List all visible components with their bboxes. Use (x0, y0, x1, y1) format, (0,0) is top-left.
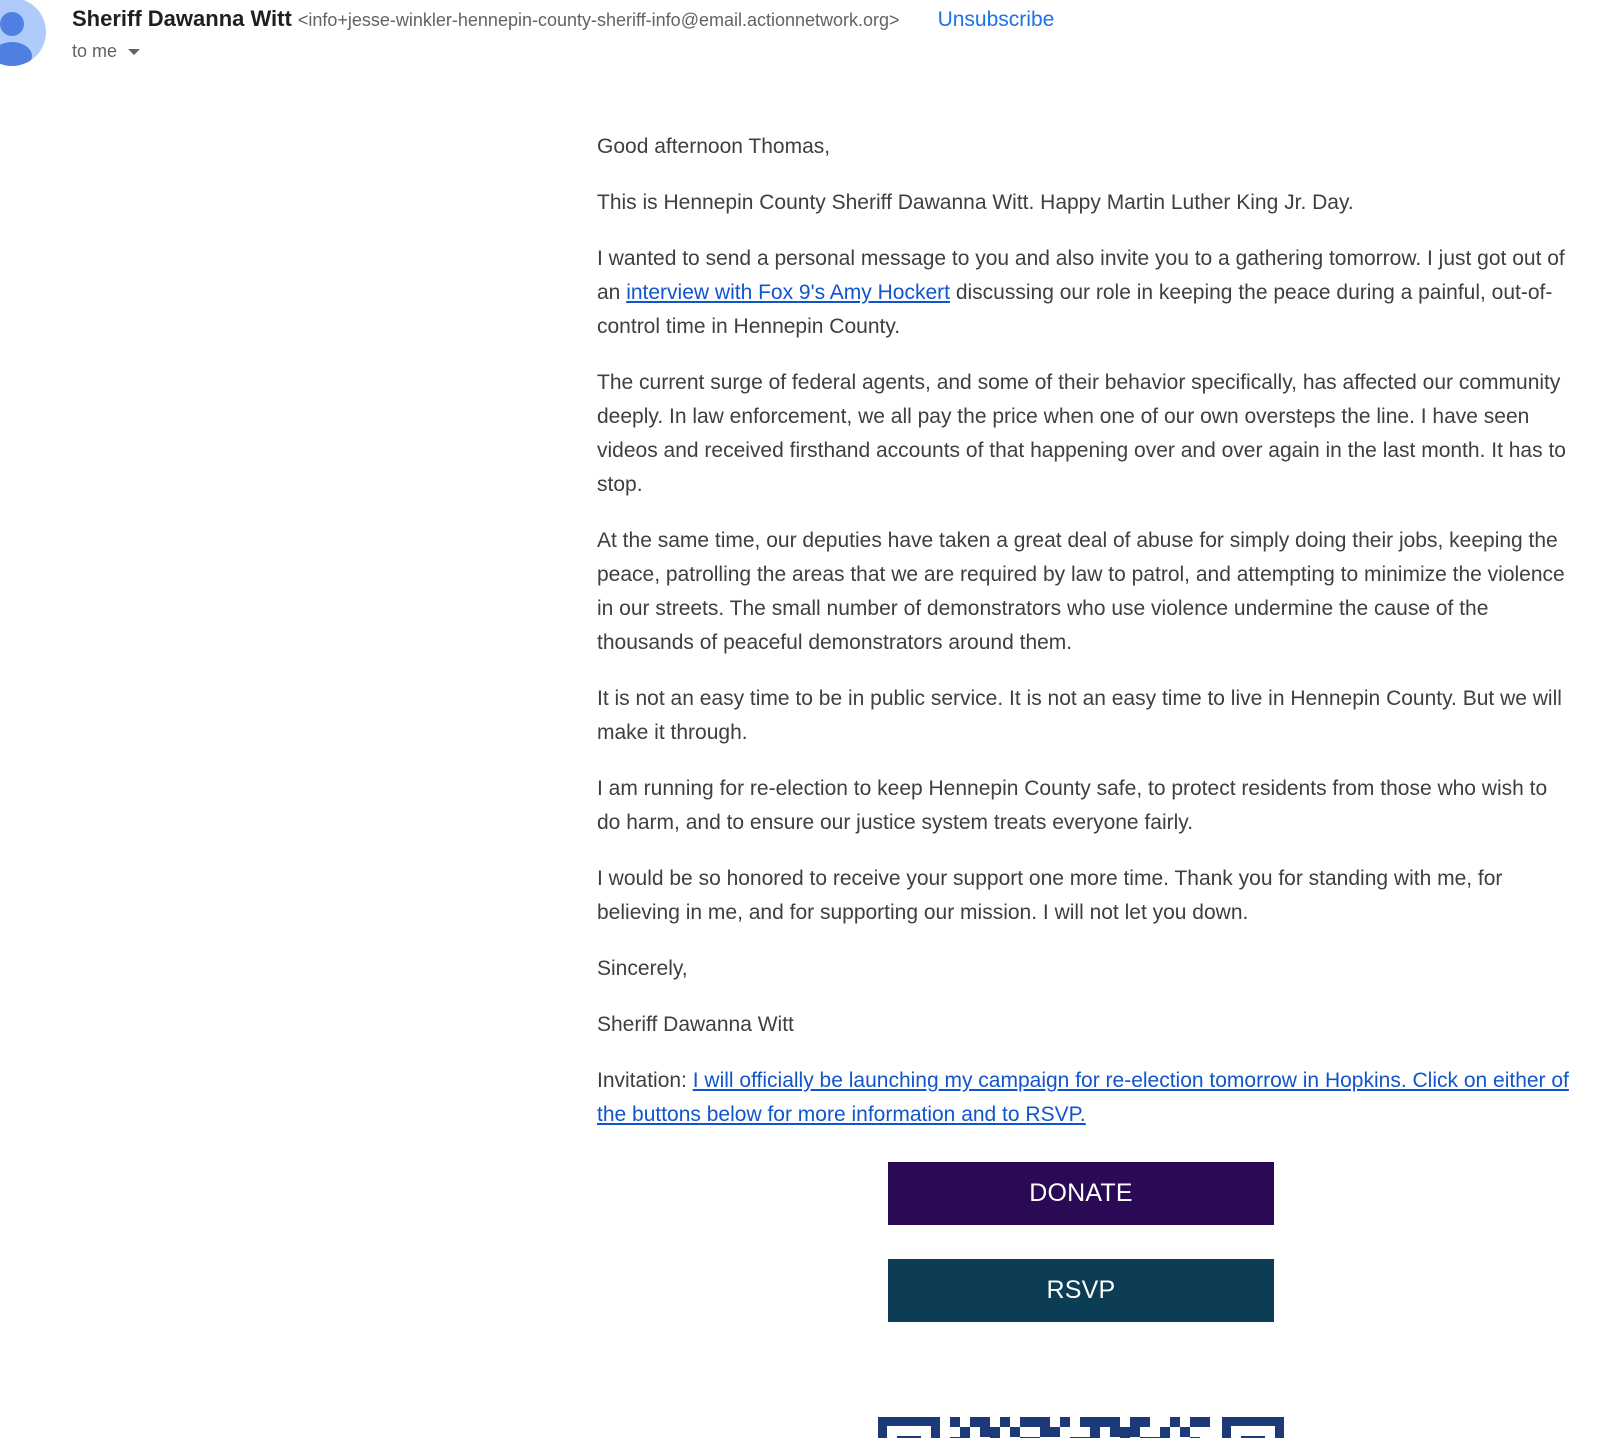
closing: Sincerely, (597, 957, 688, 980)
signature: Sheriff Dawanna Witt (597, 1013, 794, 1036)
paragraph-4: At the same time, our deputies have taken a great deal of abuse for simply doing their jobs, keeping the peace, patrolling the areas that we are required by law to patrol, and attempting to minimize the violence in our streets. The small number of demonstrators who use violence undermine the cause of the thousands of peaceful demonstrators around them. (597, 529, 1565, 654)
greeting: Good afternoon Thomas, (597, 135, 831, 158)
recipient-line[interactable] (72, 41, 141, 62)
rsvp-button[interactable]: RSVP (888, 1259, 1274, 1322)
invitation-link[interactable]: I will officially be launching my campaign for re-election tomorrow in Hopkins. Click on either of the buttons below for more information and to RSVP. (597, 1069, 1569, 1126)
invitation-label: Invitation: (597, 1069, 693, 1092)
qr-code-image[interactable] (878, 1417, 1284, 1438)
sender-email: <info+jesse-winkler-hennepin-county-sheriff-info@email.actionnetwork.org> (297, 10, 900, 30)
paragraph-1: This is Hennepin County Sheriff Dawanna Witt. Happy Martin Luther King Jr. Day. (597, 191, 1354, 214)
caret-down-icon[interactable] (127, 41, 141, 62)
invitation (597, 1064, 1572, 1132)
paragraph-7: I would be so honored to receive your support one more time. Thank you for standing with me, for believing in me, and for supporting our mission. I will not let you down. (597, 867, 1503, 924)
recipient-label: to me (72, 41, 118, 61)
paragraph-6: I am running for re-election to keep Hennepin County safe, to protect residents from those who wish to do harm, and to ensure our justice system treats everyone fairly. (597, 777, 1548, 834)
donate-button[interactable]: DONATE (888, 1162, 1274, 1225)
interview-link[interactable]: interview with Fox 9's Amy Hockert (626, 281, 950, 304)
sender-line (72, 6, 1054, 32)
paragraph-2 (597, 242, 1572, 344)
paragraph-2-text-b: discussing our role in keeping the peace during a painful, out-of-control time in Hennepin County. (597, 281, 1553, 338)
message-body (597, 130, 1572, 1154)
paragraph-3: The current surge of federal agents, and some of their behavior specifically, has affected our community deeply. In law enforcement, we all pay the price when one of our own oversteps the line. I have seen videos and received firsthand accounts of that happening over and over again in the last month. It has to stop. (597, 371, 1566, 496)
paragraph-5: It is not an easy time to be in public service. It is not an easy time to live in Hennepin County. But we will make it through. (597, 687, 1562, 744)
sender-name[interactable]: Sheriff Dawanna Witt (72, 6, 292, 31)
person-avatar-icon (0, 0, 46, 66)
unsubscribe-link[interactable]: Unsubscribe (937, 8, 1055, 31)
paragraph-2-text-a: I wanted to send a personal message to you and also invite you to a gathering tomorrow. I just got out of an (597, 247, 1565, 304)
sender-avatar[interactable] (0, 0, 46, 66)
